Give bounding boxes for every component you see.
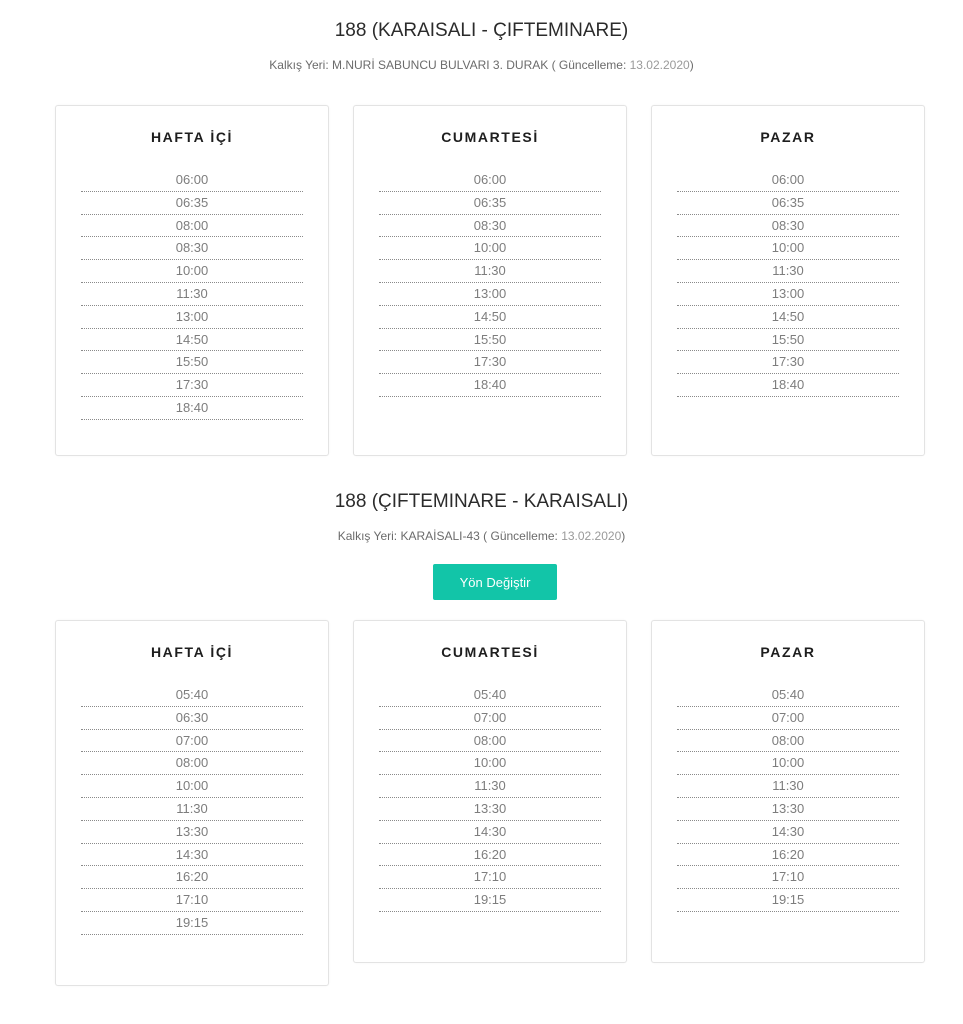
departure-time: 08:30 bbox=[81, 237, 303, 260]
meta-close: ) bbox=[689, 58, 694, 72]
departure-time: 18:40 bbox=[379, 374, 601, 397]
departure-time: 07:00 bbox=[677, 707, 899, 730]
departure-time: 06:35 bbox=[677, 192, 899, 215]
departure-time: 08:00 bbox=[379, 730, 601, 753]
card-heading: PAZAR bbox=[760, 644, 816, 660]
departure-time: 11:30 bbox=[379, 775, 601, 798]
departure-time: 13:30 bbox=[677, 798, 899, 821]
card-heading: HAFTA İÇİ bbox=[150, 129, 234, 145]
departure-time: 08:30 bbox=[677, 215, 899, 238]
departure-time: 07:00 bbox=[379, 707, 601, 730]
departure-time: 14:30 bbox=[677, 821, 899, 844]
departure-time: 07:00 bbox=[81, 730, 303, 753]
departure-time: 14:50 bbox=[379, 306, 601, 329]
departure-time: 10:00 bbox=[379, 752, 601, 775]
departure-time: 10:00 bbox=[677, 237, 899, 260]
departure-time: 05:40 bbox=[379, 684, 601, 707]
departure-time: 14:30 bbox=[81, 844, 303, 867]
departure-time: 18:40 bbox=[81, 397, 303, 420]
departure-time: 15:50 bbox=[379, 329, 601, 352]
time-list bbox=[677, 684, 899, 912]
departure-time: 11:30 bbox=[677, 775, 899, 798]
schedule-card-weekday bbox=[55, 105, 329, 456]
schedule-card-sunday bbox=[651, 105, 925, 456]
departure-time: 06:00 bbox=[379, 169, 601, 192]
departure-time: 16:20 bbox=[379, 844, 601, 867]
departure-time: 08:00 bbox=[81, 215, 303, 238]
departure-time: 06:00 bbox=[81, 169, 303, 192]
departure-time: 11:30 bbox=[379, 260, 601, 283]
departure-time: 13:30 bbox=[81, 821, 303, 844]
departure-time: 11:30 bbox=[81, 798, 303, 821]
departure-time: 08:30 bbox=[379, 215, 601, 238]
update-date: 13.02.2020 bbox=[629, 58, 690, 72]
route-meta bbox=[0, 529, 963, 543]
departure-time: 17:30 bbox=[81, 374, 303, 397]
departure-time: 11:30 bbox=[81, 283, 303, 306]
departure-time: 06:35 bbox=[81, 192, 303, 215]
route-title: 188 (KARAISALI - ÇIFTEMINARE) bbox=[334, 20, 629, 41]
departure-time: 14:50 bbox=[677, 306, 899, 329]
departure-time: 11:30 bbox=[677, 260, 899, 283]
departure-time: 14:50 bbox=[81, 329, 303, 352]
time-list bbox=[81, 684, 303, 935]
schedule-card-weekday bbox=[55, 620, 329, 986]
departure-time: 05:40 bbox=[677, 684, 899, 707]
departure-time: 13:00 bbox=[677, 283, 899, 306]
departure-time: 08:00 bbox=[677, 730, 899, 753]
card-heading: CUMARTESİ bbox=[441, 129, 539, 145]
departure-time: 15:50 bbox=[677, 329, 899, 352]
departure-time: 17:10 bbox=[379, 866, 601, 889]
schedule-card-saturday bbox=[353, 620, 627, 963]
departure-time: 15:50 bbox=[81, 351, 303, 374]
time-list bbox=[677, 169, 899, 397]
time-list bbox=[81, 169, 303, 420]
departure-time: 16:20 bbox=[677, 844, 899, 867]
time-list bbox=[379, 684, 601, 912]
departure-time: 10:00 bbox=[677, 752, 899, 775]
departure-time: 06:30 bbox=[81, 707, 303, 730]
departure-time: 19:15 bbox=[379, 889, 601, 912]
departure-label: Kalkış Yeri: M.NURİ SABUNCU BULVARI 3. DURAK ( Güncelleme: bbox=[269, 58, 630, 72]
departure-time: 05:40 bbox=[81, 684, 303, 707]
card-heading: HAFTA İÇİ bbox=[150, 644, 234, 660]
departure-time: 18:40 bbox=[677, 374, 899, 397]
departure-time: 06:35 bbox=[379, 192, 601, 215]
departure-time: 17:10 bbox=[677, 866, 899, 889]
departure-time: 19:15 bbox=[81, 912, 303, 935]
time-list bbox=[379, 169, 601, 397]
schedule-card-sunday bbox=[651, 620, 925, 963]
card-heading: PAZAR bbox=[760, 129, 816, 145]
departure-time: 19:15 bbox=[677, 889, 899, 912]
route-meta bbox=[0, 58, 963, 72]
departure-label: Kalkış Yeri: KARAİSALI-43 ( Güncelleme: bbox=[337, 529, 562, 543]
change-direction-button[interactable]: Yön Değiştir bbox=[433, 564, 557, 600]
departure-time: 14:30 bbox=[379, 821, 601, 844]
departure-time: 17:10 bbox=[81, 889, 303, 912]
departure-time: 10:00 bbox=[81, 775, 303, 798]
schedule-card-saturday bbox=[353, 105, 627, 456]
departure-time: 13:30 bbox=[379, 798, 601, 821]
route-section-2 bbox=[0, 491, 963, 543]
card-heading: CUMARTESİ bbox=[441, 644, 539, 660]
departure-time: 13:00 bbox=[379, 283, 601, 306]
meta-close: ) bbox=[621, 529, 626, 543]
departure-time: 06:00 bbox=[677, 169, 899, 192]
departure-time: 16:20 bbox=[81, 866, 303, 889]
departure-time: 10:00 bbox=[81, 260, 303, 283]
departure-time: 17:30 bbox=[677, 351, 899, 374]
departure-time: 17:30 bbox=[379, 351, 601, 374]
departure-time: 10:00 bbox=[379, 237, 601, 260]
route-title: 188 (ÇIFTEMINARE - KARAISALI) bbox=[334, 491, 629, 512]
departure-time: 13:00 bbox=[81, 306, 303, 329]
departure-time: 08:00 bbox=[81, 752, 303, 775]
update-date: 13.02.2020 bbox=[561, 529, 622, 543]
route-section-1 bbox=[0, 20, 963, 72]
